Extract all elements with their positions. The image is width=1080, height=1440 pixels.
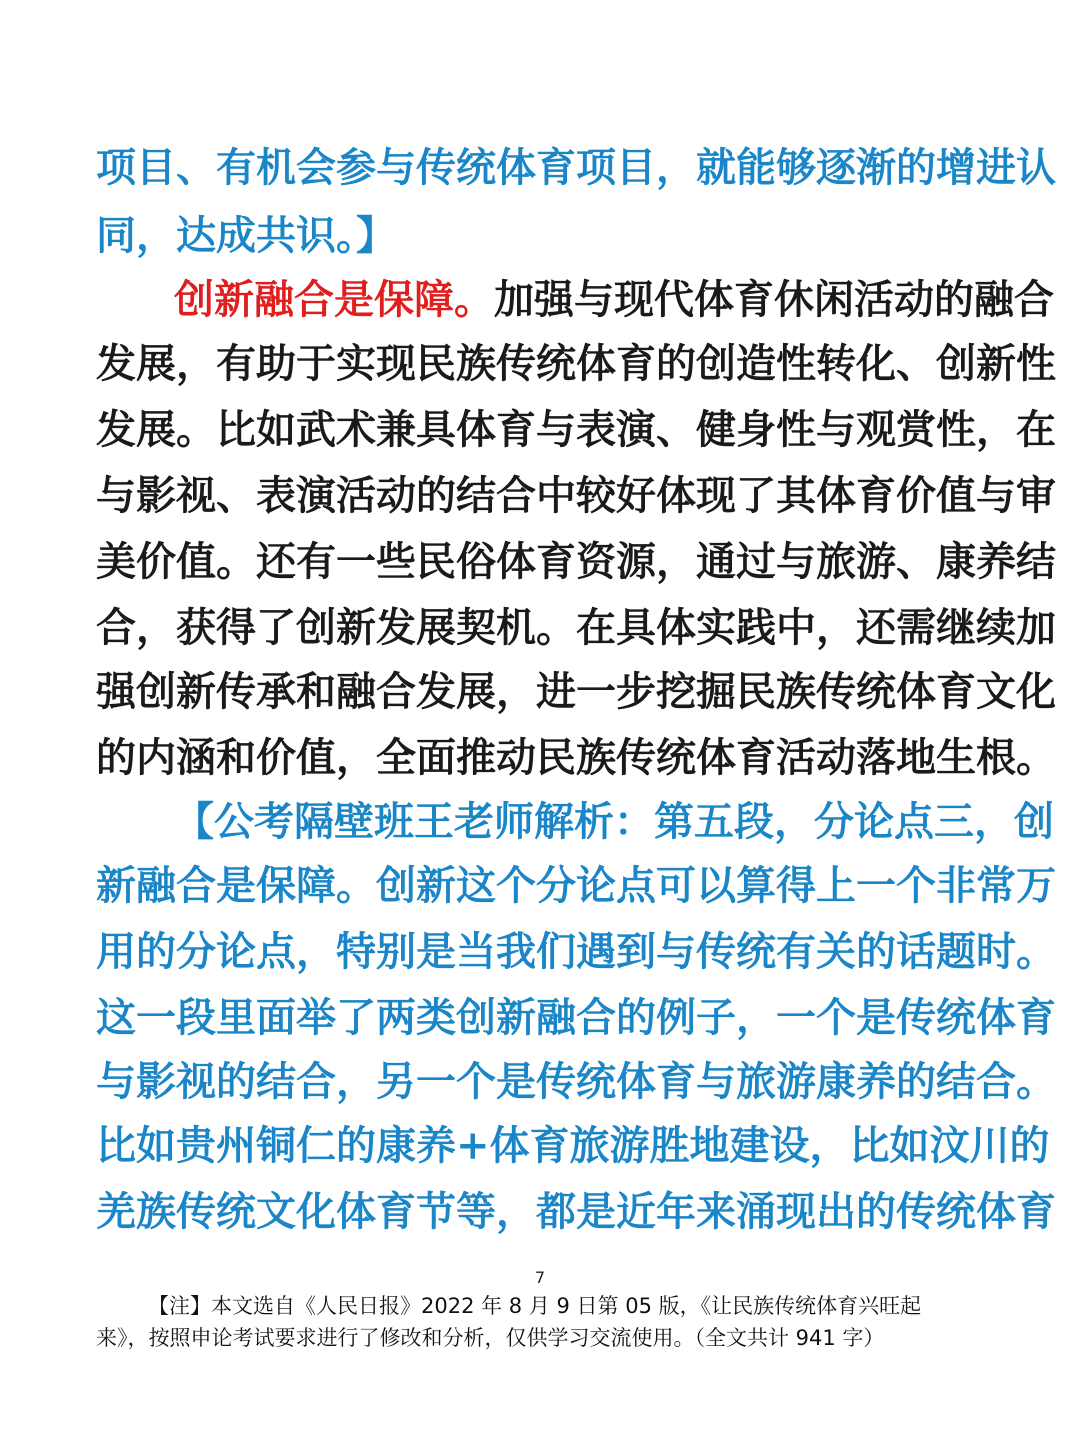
- paragraph2-line: 的内涵和价值，全面推动民族传统体育活动落地生根。: [96, 734, 1056, 781]
- footnote-line: 来》，按照申论考试要求进行了修改和分析，仅供学习交流使用。（全文共计 941 字）: [96, 1326, 885, 1350]
- paragraph3-line: 与影视的结合，另一个是传统体育与旅游康养的结合。: [96, 1058, 1056, 1105]
- paragraph2-line: 与影视、表演活动的结合中较好体现了其体育价值与审: [96, 472, 1056, 519]
- paragraph1-line: 同，达成共识。】: [96, 212, 396, 259]
- page-number: 7: [534, 1268, 546, 1287]
- paragraph2-line: 美价值。还有一些民俗体育资源，通过与旅游、康养结: [96, 538, 1056, 585]
- paragraph2-first-line: [174, 270, 1054, 330]
- section-heading: 创新融合是保障。: [174, 276, 494, 323]
- footnote-line: 【注】本文选自《人民日报》2022 年 8 月 9 日第 05 版，《让民族传统体育兴旺起: [148, 1294, 922, 1318]
- paragraph2-line: 合，获得了创新发展契机。在具体实践中，还需继续加: [96, 604, 1056, 651]
- paragraph2-line: 发展。比如武术兼具体育与表演、健身性与观赏性，在: [96, 406, 1056, 453]
- paragraph2-line: 发展，有助于实现民族传统体育的创造性转化、创新性: [96, 340, 1056, 387]
- paragraph3-line: 这一段里面举了两类创新融合的例子，一个是传统体育: [96, 994, 1056, 1041]
- paragraph2-line-rest: 加强与现代体育休闲活动的融合: [494, 276, 1054, 323]
- paragraph3-line: 比如贵州铜仁的康养+体育旅游胜地建设，比如汶川的: [96, 1122, 1050, 1169]
- paragraph1-line: 项目、有机会参与传统体育项目，就能够逐渐的增进认: [96, 144, 1056, 191]
- paragraph3-line: 【公考隔壁班王老师解析：第五段，分论点三，创: [174, 798, 1054, 845]
- paragraph3-line: 羌族传统文化体育节等，都是近年来涌现出的传统体育: [96, 1188, 1056, 1235]
- paragraph3-line: 新融合是保障。创新这个分论点可以算得上一个非常万: [96, 862, 1056, 909]
- paragraph3-line: 用的分论点，特别是当我们遇到与传统有关的话题时。: [96, 928, 1056, 975]
- paragraph2-line: 强创新传承和融合发展，进一步挖掘民族传统体育文化: [96, 668, 1056, 715]
